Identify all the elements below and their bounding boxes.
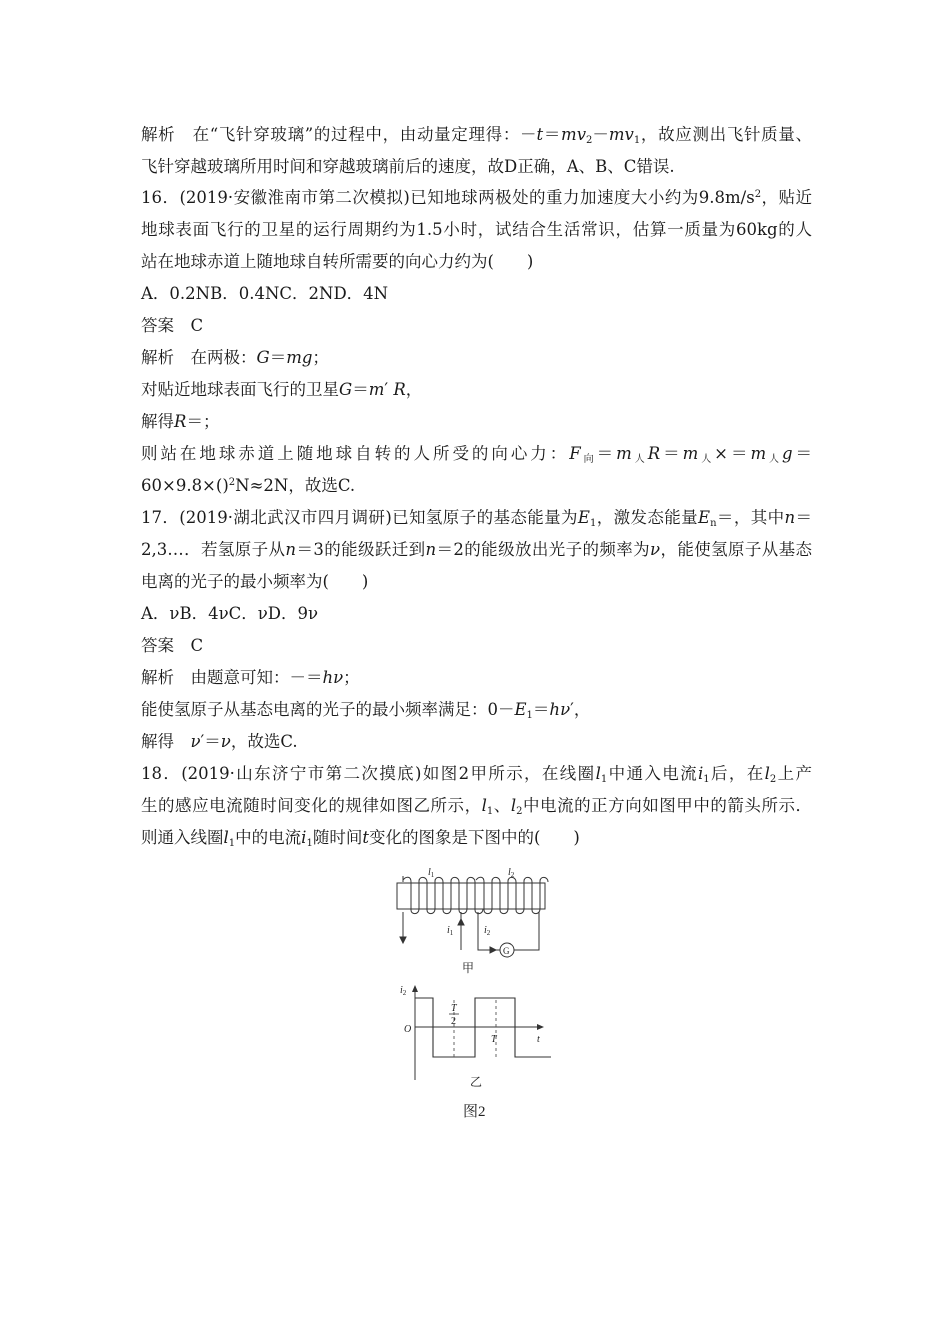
subscript: 1 [600,774,608,785]
text: ＝，其中 [716,508,785,527]
var-E: E [514,700,527,719]
text: 上产 [776,764,813,783]
q16-line-3: 站在地球赤道上随地球自转所需要的向心力约为( ) [141,252,534,271]
var-l: l [481,796,487,815]
current-i2-label: $i_2$ [484,925,491,937]
answer-label: 答案 [141,636,174,655]
solution-15-line-2: 飞针穿越玻璃所用时间和穿越玻璃前后的速度，故D正确，A、B、C错误. [141,157,675,176]
subscript: 1 [306,838,313,849]
text: ＝ [543,125,562,144]
text: 对贴近地球表面飞行的卫星 [141,380,339,399]
subscript: 1 [486,806,494,817]
q17-solution-1 [141,666,360,690]
answer-value: C [190,316,204,335]
var-nu: ν [220,732,231,751]
var-l: l [223,828,229,847]
q16-solution-3 [141,410,219,434]
text: 中的电流 [235,828,302,847]
text: ，激发态能量 [596,508,699,527]
var-nu: ν [650,540,661,559]
answer-value: C [190,636,204,655]
text: ＝ [269,348,287,367]
caption-jia: 甲 [462,961,475,975]
var-F: F [569,444,581,463]
var-l: l [510,796,517,815]
text: ′， [570,700,591,719]
solution-15-line-1 [141,123,812,147]
var-n: n [425,540,437,559]
text: 中通入电流 [607,764,698,783]
var-t: t [362,828,369,847]
subscript: 2 [516,806,523,817]
var-R: R [174,412,187,431]
text: ； [343,668,360,687]
dashed-guide [454,1000,496,1057]
x-axis-arrow-icon [537,1024,544,1030]
galvanometer-icon [500,943,514,957]
subscript: 2 [586,135,593,146]
i2-waveform [415,998,551,1057]
var-m: m [750,444,767,463]
q17-line-2 [141,538,812,562]
q18-line-3 [141,826,580,850]
var-mv: mv [608,125,634,144]
text: ＝ [532,700,550,719]
text: 解得 [141,732,174,751]
text: ＝ [792,444,813,463]
text: 变化的图象是下图中的( ) [368,828,580,847]
text: ′ [384,380,389,399]
var-R: R [647,444,661,463]
text: ＝ [352,380,369,399]
q18-line-1 [141,762,812,786]
subscript: 人 [631,454,648,465]
iron-core [397,883,545,909]
q16-answer [141,314,203,338]
text: ＝； [186,412,220,431]
subscript: 1 [228,838,236,849]
figure-caption: 图2 [463,1104,486,1120]
text: ； [312,348,329,367]
text: ，贴近 [761,188,812,207]
solution-label: 解析 [141,668,174,687]
var-E: E [577,508,590,527]
var-t: t [536,125,544,144]
current-i1-label: $i_1$ [447,925,454,937]
text: ＝ [795,508,813,527]
galvanometer-label: G [503,946,510,956]
coil-l1-label: $l_1$ [428,867,435,879]
graph-yi [412,985,551,1080]
arrow-down-icon [400,937,406,943]
y-axis-arrow-icon [412,985,418,992]
var-n: n [784,508,796,527]
subscript: 1 [633,135,641,146]
subscript: 1 [589,518,597,529]
text: 、 [493,796,511,815]
half-T-numerator: T [451,1003,457,1014]
text: ×＝ [714,444,751,463]
text: N≈2N，故选C. [235,476,356,495]
subscript: 1 [526,710,533,721]
text: 则通入线圈 [141,828,224,847]
text: ＝2的能级放出光子的频率为 [436,540,651,559]
text: 生的感应电流随时间变化的规律如图乙所示， [141,796,482,815]
arrow-right-icon [490,947,496,953]
text: 在两极： [190,348,257,367]
var-m: m [682,444,699,463]
graph-i2-label: $i_2$ [400,985,407,997]
text: ＝ [596,444,617,463]
q16-solution-1 [141,346,329,370]
text: 17．(2019·湖北武汉市四月调研)已知氢原子的基态能量为 [141,508,578,527]
text: ，故选C. [230,732,298,751]
subscript: 1 [703,774,710,785]
text: ， [405,380,423,399]
text: 60×9.8×() [141,476,229,495]
text: 在“飞针穿玻璃”的过程中，由动量定理得：－ [192,125,537,144]
origin-label: O [404,1024,412,1035]
text: ′＝ [200,732,221,751]
q17-line-1 [141,506,812,530]
text: 随时间 [312,828,363,847]
answer-label: 答案 [141,316,174,335]
text: 则站在地球赤道上随地球自转的人所受的向心力： [141,444,570,463]
var-nu: ν [333,668,344,687]
text: 解得 [141,412,174,431]
var-l: l [764,764,770,783]
caption-yi: 乙 [470,1075,483,1089]
T-label: T [491,1034,497,1045]
text: 能使氢原子从基态电离的光子的最小频率满足：0－ [141,700,515,719]
subscript: n [710,518,717,529]
text: ＝3的能级跃迁到 [296,540,426,559]
var-m: m [616,444,632,463]
coil-l2-label: $l_2$ [508,867,515,879]
q17-solution-2 [141,698,590,722]
text: 中电流的正方向如图甲中的箭头所示． [522,796,813,815]
q16-solution-2 [141,378,422,402]
q18-line-2 [141,794,812,818]
arrow-up-icon [458,919,464,925]
subscript: 人 [698,454,715,465]
var-mg: mg [286,348,313,367]
subscript: 2 [769,774,777,785]
var-n: n [285,540,297,559]
q16-line-1 [141,186,812,210]
q16-line-2: 地球表面飞行的卫星的运行周期约为1.5小时，试结合生活常识，估算一质量为60kg的人 [141,220,812,239]
superscript: 2 [228,477,236,488]
text: 后，在 [709,764,765,783]
coil-l2 [476,877,548,913]
q17-solution-3 [141,730,298,754]
q17-options: A．νB．4νC．νD．9ν [141,604,319,623]
var-h: h [322,668,334,687]
var-nu: ν [560,700,571,719]
subscript: 人 [766,454,783,465]
q16-solution-5 [141,474,355,498]
var-g: g [782,444,793,463]
var-nu: ν [190,732,201,751]
text: 2,3…．若氢原子从 [141,540,286,559]
subscript: 向 [580,454,597,465]
var-i: i [697,764,704,783]
var-i: i [301,828,307,847]
var-E: E [698,508,711,527]
superscript: 2 [754,189,762,200]
coil-l1 [403,876,483,918]
q16-solution-4 [141,442,812,466]
solution-label: 解析 [141,125,176,144]
var-G: G [339,380,353,399]
solution-label: 解析 [141,348,174,367]
text: 16．(2019·安徽淮南市第二次模拟)已知地球两极处的重力加速度大小约为9.8m/s [141,188,755,207]
var-R: R [393,380,406,399]
text: ，能使氢原子从基态 [660,540,813,559]
q17-line-3: 电离的光子的最小频率为( ) [141,572,369,591]
diagram-jia [397,876,548,957]
var-G: G [256,348,270,367]
text: 18．(2019·山东济宁市第二次摸底)如图2甲所示，在线圈 [141,764,596,783]
var-mv: mv [561,125,587,144]
q17-answer [141,634,203,658]
q16-options: A．0.2NB．0.4NC．2ND．4N [141,284,389,303]
var-h: h [549,700,561,719]
t-axis-label: t [537,1034,540,1045]
var-m: m [368,380,385,399]
text: 由题意可知：－＝ [190,668,323,687]
text: ，故应测出飞针质量、 [640,125,813,144]
half-T-denominator: 2 [451,1016,456,1027]
var-l: l [595,764,601,783]
text: － [592,125,609,144]
text: ＝ [660,444,683,463]
